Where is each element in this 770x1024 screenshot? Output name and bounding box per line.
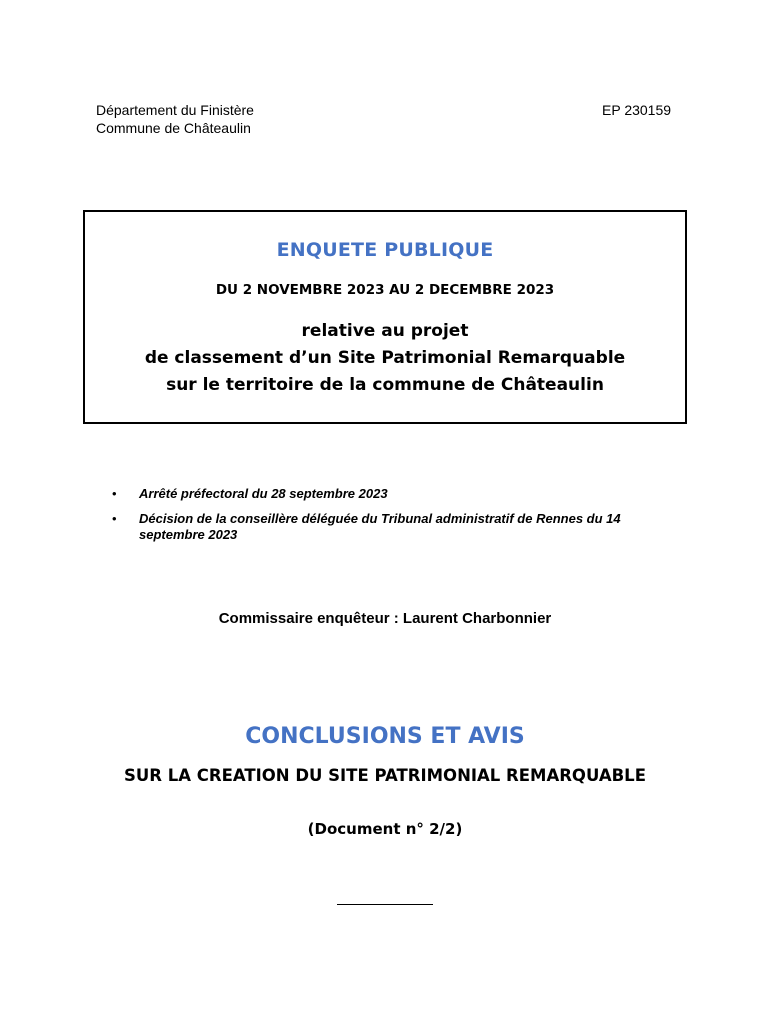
reference-item bbox=[112, 486, 682, 502]
subject-line: sur le territoire de la commune de Châteaulin bbox=[166, 375, 604, 395]
reference-text: Décision de la conseillère déléguée du Tribunal administratif de Rennes du 14 septembre 2023 bbox=[139, 511, 621, 542]
references-list bbox=[112, 486, 682, 552]
enquete-subject bbox=[85, 318, 685, 399]
bullet-icon: • bbox=[112, 486, 117, 501]
reference-text: Arrêté préfectoral du 28 septembre 2023 bbox=[139, 486, 388, 501]
commissaire-enqueteur: Commissaire enquêteur : Laurent Charbonnier bbox=[218, 610, 552, 627]
subject-line: relative au projet bbox=[301, 321, 469, 341]
enquete-title: ENQUETE PUBLIQUE bbox=[276, 239, 494, 261]
enquete-dates: DU 2 NOVEMBRE 2023 AU 2 DECEMBRE 2023 bbox=[215, 282, 555, 298]
bullet-icon: • bbox=[112, 511, 117, 526]
conclusions-title: CONCLUSIONS ET AVIS bbox=[245, 724, 525, 749]
reference-number: EP 230159 bbox=[602, 102, 672, 118]
department-label: Département du Finistère bbox=[96, 102, 254, 118]
document-number: (Document n° 2/2) bbox=[307, 820, 463, 838]
header-left bbox=[96, 101, 254, 137]
separator-line bbox=[337, 904, 433, 905]
reference-item bbox=[112, 511, 682, 543]
commune-label: Commune de Châteaulin bbox=[96, 120, 251, 136]
subject-line: de classement d’un Site Patrimonial Remarquable bbox=[144, 348, 626, 368]
conclusions-subtitle: SUR LA CREATION DU SITE PATRIMONIAL REMARQUABLE bbox=[124, 766, 646, 785]
title-box bbox=[83, 210, 687, 424]
